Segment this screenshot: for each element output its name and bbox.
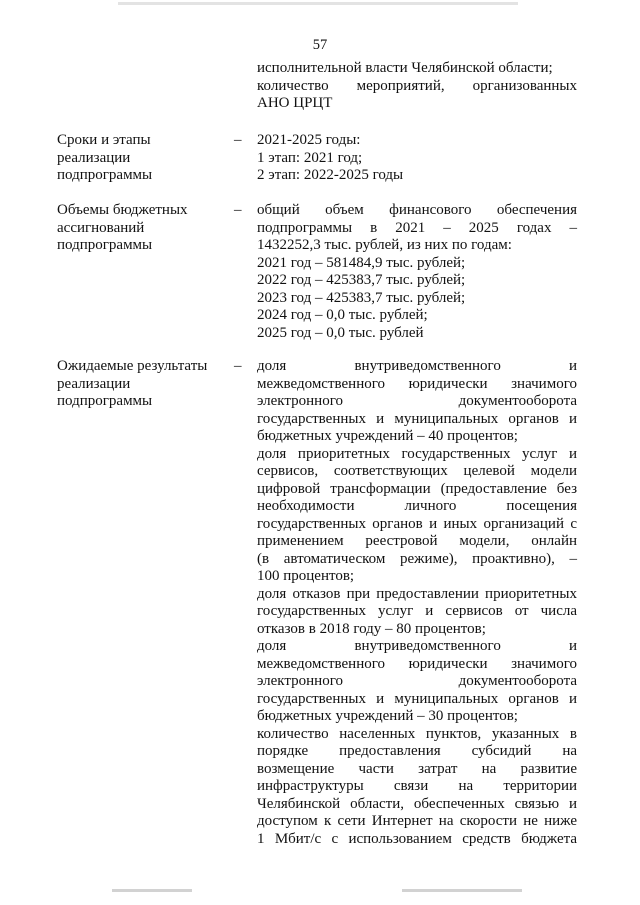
section-label-line: подпрограммы bbox=[57, 393, 153, 409]
section-text-line: 2022 год – 425383,7 тыс. рублей; bbox=[257, 272, 466, 288]
section-text-line: доля приоритетных государственных услуг и bbox=[257, 445, 577, 462]
section-text-line: 2025 год – 0,0 тыс. рублей bbox=[257, 324, 424, 341]
section-text-line: электронного документооборота bbox=[257, 673, 577, 689]
section-text-line: государственных услуг и сервисов от числа bbox=[257, 603, 577, 619]
section-text-line: применением реестровой модели, онлайн bbox=[257, 533, 577, 549]
section-label-line: подпрограммы bbox=[57, 237, 153, 253]
section-text-line: доля внутриведомственного и bbox=[257, 358, 577, 374]
section-text-line: государственных и муниципальных органов и bbox=[257, 410, 577, 427]
section-label-line: реализации bbox=[57, 149, 131, 166]
section-text-line: 2024 год – 0,0 тыс. рублей; bbox=[257, 307, 428, 323]
section-text-line: Челябинской области, обеспеченных связью и bbox=[257, 795, 577, 812]
section-text-line: 2023 год – 425383,7 тыс. рублей; bbox=[257, 289, 466, 306]
page-number: 57 bbox=[312, 37, 328, 53]
section-text-line: (в автоматическом режиме), проактивно), – bbox=[257, 550, 577, 567]
section-text-line: количество населенных пунктов, указанных в bbox=[257, 725, 577, 742]
section-text-line: подпрограммы в 2021 – 2025 годах – bbox=[257, 219, 577, 236]
section-label-line: подпрограммы bbox=[57, 167, 153, 183]
section-text-line: доля внутриведомственного и bbox=[257, 638, 577, 654]
section-label-line: Сроки и этапы bbox=[57, 132, 151, 148]
section-text-line: инфраструктуры связи на территории bbox=[257, 778, 577, 794]
section-label bbox=[57, 132, 227, 185]
section-text-line: межведомственного юридически значимого bbox=[257, 655, 577, 672]
scan-artifact-bottom-right bbox=[402, 889, 522, 892]
text-line: АНО ЦРЦТ bbox=[257, 95, 333, 111]
scan-artifact-top bbox=[118, 2, 518, 5]
section-text-line: 1 Мбит/с с использованием средств бюджета bbox=[257, 830, 577, 847]
section-text-line: 2021 год – 581484,9 тыс. рублей; bbox=[257, 254, 466, 271]
section-text-line: бюджетных учреждений – 30 процентов; bbox=[257, 708, 518, 724]
section-text-line: необходимости личного посещения bbox=[257, 498, 577, 514]
section-text-line: 1432252,3 тыс. рублей, из них по годам: bbox=[257, 237, 512, 253]
section-text-line: электронного документооборота bbox=[257, 393, 577, 409]
section-text-line: бюджетных учреждений – 40 процентов; bbox=[257, 428, 518, 444]
scan-artifact-bottom-left bbox=[112, 889, 192, 892]
section-text-line: 2021-2025 годы: bbox=[257, 132, 361, 148]
section-text-line: цифровой трансформации (предоставление без bbox=[257, 480, 577, 497]
section-dash: – bbox=[234, 202, 242, 218]
section-text-line: отказов в 2018 году – 80 процентов; bbox=[257, 620, 486, 637]
section-label-line: ассигнований bbox=[57, 219, 145, 236]
section-label bbox=[57, 202, 227, 255]
section-label bbox=[57, 358, 227, 411]
section-label-line: Объемы бюджетных bbox=[57, 202, 188, 218]
section-text-line: государственных и муниципальных органов и bbox=[257, 690, 577, 707]
section-dash: – bbox=[234, 358, 242, 374]
section-text-line: 1 этап: 2021 год; bbox=[257, 149, 363, 166]
section-text-line: 100 процентов; bbox=[257, 568, 355, 584]
section-text-line: доля отказов при предоставлении приоритетных bbox=[257, 585, 577, 602]
section-text-line: доступом к сети Интернет на скорости не ниже bbox=[257, 813, 577, 829]
section-text-line: общий объем финансового обеспечения bbox=[257, 202, 577, 218]
section-label-line: Ожидаемые результаты bbox=[57, 358, 208, 374]
section-text-line: 2 этап: 2022-2025 годы bbox=[257, 167, 404, 183]
section-text-line: межведомственного юридически значимого bbox=[257, 375, 577, 392]
text-line: количество мероприятий, организованных bbox=[257, 77, 577, 94]
text-line: исполнительной власти Челябинской области; bbox=[257, 60, 553, 76]
section-text-line: сервисов, соответствующих целевой модели bbox=[257, 463, 577, 479]
section-text-line: порядке предоставления субсидий на bbox=[257, 743, 577, 759]
section-text-line: государственных органов и иных организаций с bbox=[257, 515, 577, 532]
section-dash: – bbox=[234, 132, 242, 148]
section-label-line: реализации bbox=[57, 375, 131, 392]
section-text-line: возмещение части затрат на развитие bbox=[257, 760, 577, 777]
